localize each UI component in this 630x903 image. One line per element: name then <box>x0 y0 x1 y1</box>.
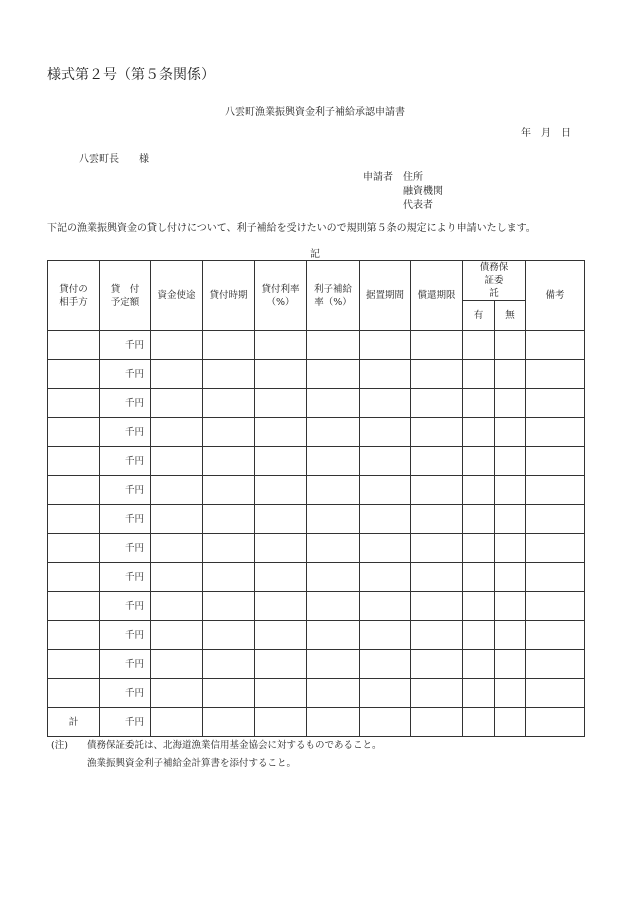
table-cell[interactable] <box>307 476 360 505</box>
representative-label: 代表者 <box>403 200 433 211</box>
header-guarantee-yes: 有 <box>463 301 495 331</box>
table-cell[interactable] <box>526 389 585 418</box>
table-cell[interactable] <box>495 563 526 592</box>
table-cell[interactable] <box>526 650 585 679</box>
table-cell[interactable] <box>526 476 585 505</box>
table-body <box>48 331 585 737</box>
table-cell[interactable] <box>495 621 526 650</box>
table-cell[interactable] <box>151 389 203 418</box>
table-cell[interactable] <box>463 679 495 708</box>
amount-cell[interactable]: 千円 <box>100 708 151 737</box>
table-cell[interactable] <box>255 389 307 418</box>
table-cell[interactable] <box>203 447 255 476</box>
table-cell[interactable] <box>463 592 495 621</box>
amount-cell[interactable]: 千円 <box>100 505 151 534</box>
table-cell[interactable] <box>151 679 203 708</box>
lender-cell[interactable] <box>48 563 100 592</box>
table-cell[interactable] <box>411 650 463 679</box>
table-cell[interactable] <box>151 360 203 389</box>
table-cell[interactable] <box>526 534 585 563</box>
table-cell[interactable] <box>463 621 495 650</box>
table-row <box>48 621 585 650</box>
table-cell[interactable] <box>255 650 307 679</box>
addressee: 八雲町長 様 <box>79 154 149 165</box>
total-label-cell: 計 <box>48 708 100 737</box>
table-cell[interactable] <box>463 563 495 592</box>
table-cell[interactable] <box>307 563 360 592</box>
table-cell[interactable] <box>255 708 307 737</box>
table-row <box>48 505 585 534</box>
table-cell[interactable] <box>463 389 495 418</box>
lender-cell[interactable] <box>48 650 100 679</box>
date-line: 年 月 日 <box>521 128 571 139</box>
table-cell[interactable] <box>411 621 463 650</box>
amount-cell[interactable]: 千円 <box>100 360 151 389</box>
table-cell[interactable] <box>526 708 585 737</box>
table-cell[interactable] <box>307 592 360 621</box>
table-cell[interactable] <box>203 708 255 737</box>
amount-cell[interactable]: 千円 <box>100 592 151 621</box>
table-cell[interactable] <box>360 650 411 679</box>
table-cell[interactable] <box>495 360 526 389</box>
header-guarantee-no: 無 <box>495 301 526 331</box>
lender-cell[interactable] <box>48 505 100 534</box>
lender-cell[interactable] <box>48 447 100 476</box>
table-cell[interactable] <box>307 505 360 534</box>
table-cell[interactable] <box>495 389 526 418</box>
table-cell[interactable] <box>411 331 463 360</box>
body-text: 下記の漁業振興資金の貸し付けについて、利子補給を受けたいので規則第５条の規定により申請いたします。 <box>47 223 536 234</box>
form-number: 様式第２号（第５条関係） <box>47 67 215 83</box>
table-row <box>48 679 585 708</box>
applicant-label: 申請者 <box>363 172 393 183</box>
applicant-block <box>363 171 443 213</box>
amount-cell[interactable]: 千円 <box>100 331 151 360</box>
header-rate: 貸付利率（%） <box>255 261 307 331</box>
table-cell[interactable] <box>411 505 463 534</box>
table-cell[interactable] <box>360 708 411 737</box>
header-guarantee: 債務保証委 託 <box>463 261 526 301</box>
table-cell[interactable] <box>495 505 526 534</box>
amount-cell[interactable]: 千円 <box>100 418 151 447</box>
table-cell[interactable] <box>360 505 411 534</box>
table-cell[interactable] <box>203 679 255 708</box>
table-cell[interactable] <box>526 563 585 592</box>
table-row <box>48 708 585 737</box>
table-cell[interactable] <box>360 679 411 708</box>
table-cell[interactable] <box>203 476 255 505</box>
amount-cell[interactable]: 千円 <box>100 447 151 476</box>
table-cell[interactable] <box>526 447 585 476</box>
header-grace-period: 据置期間 <box>360 261 411 331</box>
table-cell[interactable] <box>526 505 585 534</box>
table-cell[interactable] <box>307 534 360 563</box>
table-cell[interactable] <box>526 679 585 708</box>
table-row <box>48 563 585 592</box>
table-cell[interactable] <box>411 592 463 621</box>
table-cell[interactable] <box>255 592 307 621</box>
header-lender: 貸付の相手方 <box>48 261 100 331</box>
table-cell[interactable] <box>411 534 463 563</box>
table-cell[interactable] <box>411 418 463 447</box>
table-cell[interactable] <box>360 447 411 476</box>
table-cell[interactable] <box>203 418 255 447</box>
table-cell[interactable] <box>463 418 495 447</box>
table-cell[interactable] <box>203 563 255 592</box>
address-label: 住所 <box>403 172 423 183</box>
table-cell[interactable] <box>411 360 463 389</box>
table-cell[interactable] <box>255 360 307 389</box>
lender-cell[interactable] <box>48 389 100 418</box>
lender-cell[interactable] <box>48 476 100 505</box>
amount-cell[interactable]: 千円 <box>100 563 151 592</box>
table-cell[interactable] <box>360 563 411 592</box>
table-cell[interactable] <box>203 534 255 563</box>
table-cell[interactable] <box>203 389 255 418</box>
lender-cell[interactable] <box>48 331 100 360</box>
table-cell[interactable] <box>151 708 203 737</box>
table-cell[interactable] <box>307 447 360 476</box>
table-cell[interactable] <box>360 389 411 418</box>
table-cell[interactable] <box>307 650 360 679</box>
lender-cell[interactable] <box>48 592 100 621</box>
note-line-1: 債務保証委託は、北海道漁業信用基金協会に対するものであること。 <box>87 740 382 751</box>
table-cell[interactable] <box>203 592 255 621</box>
table-cell[interactable] <box>495 708 526 737</box>
table-cell[interactable] <box>495 592 526 621</box>
table-cell[interactable] <box>495 447 526 476</box>
table-cell[interactable] <box>255 447 307 476</box>
table-cell[interactable] <box>463 476 495 505</box>
amount-cell[interactable]: 千円 <box>100 650 151 679</box>
table-cell[interactable] <box>495 534 526 563</box>
table-cell[interactable] <box>526 418 585 447</box>
table-cell[interactable] <box>151 331 203 360</box>
table-row <box>48 447 585 476</box>
header-subsidy-rate: 利子補給率（%） <box>307 261 360 331</box>
note-line-2: 漁業振興資金利子補給金計算書を添付すること。 <box>87 758 297 769</box>
table-cell[interactable] <box>203 621 255 650</box>
lender-cell[interactable] <box>48 360 100 389</box>
table-cell[interactable] <box>495 331 526 360</box>
table-cell[interactable] <box>151 476 203 505</box>
table-row <box>48 592 585 621</box>
table-cell[interactable] <box>360 331 411 360</box>
table-cell[interactable] <box>307 621 360 650</box>
table-cell[interactable] <box>526 592 585 621</box>
table-cell[interactable] <box>360 418 411 447</box>
table-cell[interactable] <box>151 592 203 621</box>
table-cell[interactable] <box>255 476 307 505</box>
table-cell[interactable] <box>463 505 495 534</box>
table-cell[interactable] <box>151 505 203 534</box>
lender-cell[interactable] <box>48 418 100 447</box>
table-row <box>48 389 585 418</box>
table-cell[interactable] <box>463 331 495 360</box>
table-cell[interactable] <box>307 360 360 389</box>
table-cell[interactable] <box>526 621 585 650</box>
table-cell[interactable] <box>203 505 255 534</box>
table-cell[interactable] <box>255 534 307 563</box>
table-cell[interactable] <box>495 476 526 505</box>
institution-label: 融資機関 <box>403 186 443 197</box>
table-cell[interactable] <box>495 679 526 708</box>
table-cell[interactable] <box>463 534 495 563</box>
application-table <box>47 260 585 737</box>
table-cell[interactable] <box>360 592 411 621</box>
header-loan-date: 貸付時期 <box>203 261 255 331</box>
table-row <box>48 418 585 447</box>
lender-cell[interactable] <box>48 534 100 563</box>
lender-cell[interactable] <box>48 621 100 650</box>
table-cell[interactable] <box>411 679 463 708</box>
table-cell[interactable] <box>255 679 307 708</box>
table-cell[interactable] <box>203 650 255 679</box>
table-cell[interactable] <box>526 360 585 389</box>
header-repayment: 償還期限 <box>411 261 463 331</box>
table-row <box>48 331 585 360</box>
header-remarks: 備考 <box>526 261 585 331</box>
table-cell[interactable] <box>307 708 360 737</box>
table-cell[interactable] <box>526 331 585 360</box>
table-cell[interactable] <box>255 563 307 592</box>
ki-heading: 記 <box>310 249 320 260</box>
table-cell[interactable] <box>151 418 203 447</box>
table-cell[interactable] <box>360 360 411 389</box>
amount-cell[interactable]: 千円 <box>100 679 151 708</box>
table-cell[interactable] <box>463 447 495 476</box>
table-cell[interactable] <box>255 505 307 534</box>
table-cell[interactable] <box>360 476 411 505</box>
table-cell[interactable] <box>495 418 526 447</box>
table-row <box>48 360 585 389</box>
amount-cell[interactable]: 千円 <box>100 534 151 563</box>
notes-prefix: (注) <box>51 740 68 751</box>
table-cell[interactable] <box>255 418 307 447</box>
table-cell[interactable] <box>411 389 463 418</box>
table-cell[interactable] <box>203 360 255 389</box>
table-cell[interactable] <box>360 621 411 650</box>
header-purpose: 資金使途 <box>151 261 203 331</box>
table-cell[interactable] <box>307 679 360 708</box>
table-cell[interactable] <box>463 360 495 389</box>
table-cell[interactable] <box>411 476 463 505</box>
table-cell[interactable] <box>151 447 203 476</box>
document-title: 八雲町漁業振興資金利子補給承認申請書 <box>225 107 405 118</box>
table-cell[interactable] <box>307 418 360 447</box>
table-cell[interactable] <box>151 563 203 592</box>
table-cell[interactable] <box>411 708 463 737</box>
amount-cell[interactable]: 千円 <box>100 389 151 418</box>
table-row <box>48 650 585 679</box>
table-cell[interactable] <box>463 650 495 679</box>
table-cell[interactable] <box>495 650 526 679</box>
table-row <box>48 534 585 563</box>
header-amount: 貸 付予定額 <box>100 261 151 331</box>
table-cell[interactable] <box>151 650 203 679</box>
notes <box>51 737 382 773</box>
lender-cell[interactable] <box>48 679 100 708</box>
table-cell[interactable] <box>151 534 203 563</box>
table-cell[interactable] <box>463 708 495 737</box>
table-row <box>48 476 585 505</box>
amount-cell[interactable]: 千円 <box>100 621 151 650</box>
table-cell[interactable] <box>307 389 360 418</box>
amount-cell[interactable]: 千円 <box>100 476 151 505</box>
table-cell[interactable] <box>255 331 307 360</box>
table-cell[interactable] <box>411 563 463 592</box>
table-cell[interactable] <box>360 534 411 563</box>
table-cell[interactable] <box>307 331 360 360</box>
table-cell[interactable] <box>411 447 463 476</box>
table-cell[interactable] <box>255 621 307 650</box>
table-cell[interactable] <box>151 621 203 650</box>
table-cell[interactable] <box>203 331 255 360</box>
